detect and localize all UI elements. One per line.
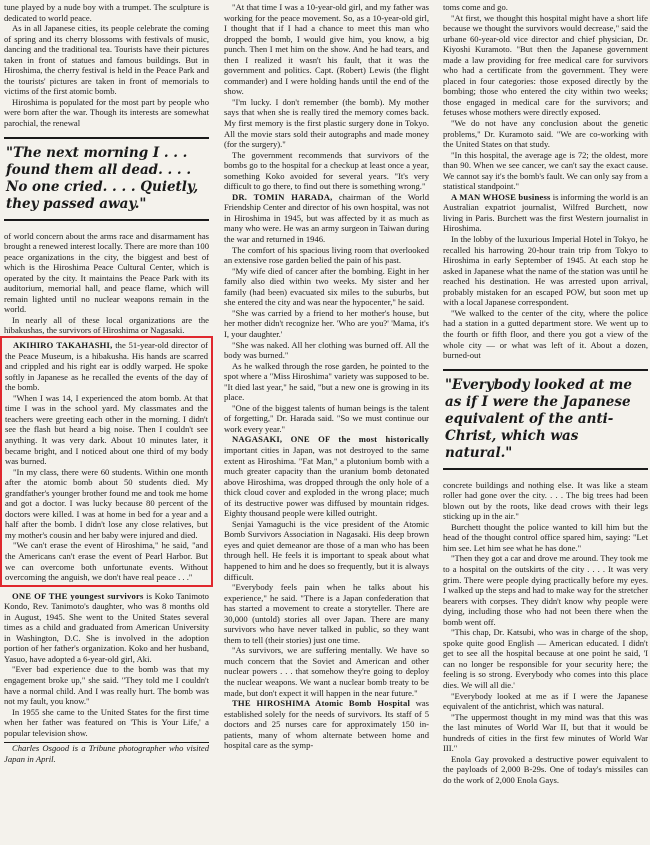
burchett-para-2: In the lobby of the luxurious Imperial Hotel in Tokyo, he recalled his harrowing 20-hour train trip from Tokyo to Hiroshima in early September of 1945. At each stop he asked in Japanese what the name of the station was until he reached his destination. He was arrested upon arrival, probably mistaken for an escaped POW, but soon met up with a local Japanese correspondent. <box>443 234 648 308</box>
col1-para-3: Hiroshima is populated for the most part by people who were born after the war. Though its interests are somewhat parochial, the renewal <box>4 96 209 129</box>
pullquote-next-morning: "The next morning I . . . found them all dead. . . . No one cried. . . . Quietly, they passed away." <box>4 137 209 221</box>
hospital-lead: THE HIROSHIMA Atomic Bomb Hospital <box>232 698 411 709</box>
column-1 <box>4 2 209 764</box>
takahashi-lead: AKIHIRO TAKAHASHI, <box>13 340 113 351</box>
harada-para-6: As he walked through the rose garden, he pointed to the spot where a "Miss Hiroshima" variety was supposed to be. "It died last year," he said, "but a new one is growing in its place. <box>224 360 429 403</box>
burchett-para-3: "We walked to the center of the city, where the police had a station in a gutted department store. We went up to the fourth or fifth floor, and there you got a view of the whole city — or what was left of it. About a dozen, burned-out <box>443 307 648 361</box>
nagasaki-para-1: important cities in Japan, was not destroyed to the same extent as Hiroshima. "Fat Man," a plutonium bomb with a much greater capacity than the uranium bomb detonated above Hiroshima, was dropped through the only hole of a thick cloud cover and exploded in the wrong place; much of its destructive power was diffused by mountain ridges. Eighty thousand people were killed outright. <box>224 444 429 519</box>
highlighted-takahashi-section <box>0 336 213 587</box>
col2-para-1: "At that time I was a 10-year-old girl, and my father was working for the peace movement. So, as a 10-year-old girl, I thought that if I had a chance to meet this man who dropped the bomb, I would give him, you know, a big punch. Then I met him on the show. And he had tears, and then I realized it wasn't his fault, that it was the government and politics. Capt. (Robert) Lewis (the flight commander) and I were holding hands until the end of the show. <box>224 2 429 97</box>
harada-para-4: "She was carried by a friend to her mother's house, but her mother didn't recognize her. 'Who are you?' 'Mama, it's I, your daughter.' <box>224 307 429 339</box>
column-2 <box>224 2 429 751</box>
col3-para-10: "The uppermost thought in my mind was that this was the last minutes of World War II, but that it would be hundreds of cities in the first few minutes of World War III." <box>443 711 648 754</box>
col3-para-2: "At first, we thought this hospital might have a short life because we thought the survivors would decrease," said the urbane 60-year-old vice director and chief physician, Dr. Kiyoshi Kuramoto. "But then the Japanese government made a law providing for free medical care for survivors who had a certificate from the government. They were placed in four categories: those exposed directly by the bombing; those who entered the city within two weeks; those engaged in medical care for the survivors; and fetuses whose mothers were directly exposed. <box>443 12 648 118</box>
youngest-lead: ONE OF THE youngest survivors <box>12 590 144 601</box>
col3-para-8: "This chap, Dr. Katsubi, who was in charge of the shop, spoke quite good English — American educated. I didn't get to see all the hospital because at one point he said, 'I can no longer be responsible for your security here; the feeling is so strong. Everybody who comes into this place dies. We will all die.' <box>443 627 648 690</box>
takahashi-para-1: the 51-year-old director of the Peace Museum, is a hibakusha. His hands are scarred and crippled and his right ear is oddly warped. He spoke softly in Japanese as he recalled the events of the day of the bomb. <box>5 340 208 393</box>
youngest-para-2: "Ever bad experience due to the bomb was that my engagement broke up," she said. "They told me I couldn't have a normal child. And I was really hurt. The bomb was not my fault, you know." <box>4 664 209 707</box>
col3-para-5: concrete buildings and nothing else. It was like a steam roller had gone over the city. . . . The big trees had been blown out by the roots, like dead crows with their legs sticking up in the air." <box>443 479 648 522</box>
col3-para-7: "Then they got a car and drove me around. They took me to a hospital on the outskirts of the city . . . . It was very grim. There were people dying practically before my eyes. I walked up the steps and had to make way for the stretcher bearers with corpses. They didn't know why people were dying, including those who had not been there when the bomb went off. <box>443 553 648 627</box>
nagasaki-para-3: "Everybody feels pain when he talks about his experience," he said. "There is a Japan confederation that has started a movement to create a storyteller. There are 30,000 (untold) stories all over Japan. There are many survivors who have never talked in public, so they want them to tell (their stories) just one time. <box>224 582 429 645</box>
column-3 <box>443 2 648 785</box>
takahashi-para-4: "We can't erase the event of Hiroshima," he said, "and the Americans can't erase the event of Pearl Harbor. But we can overcome both unfortunate events. Without overcoming the anguish, we don't have real peace . . ." <box>5 540 208 583</box>
col1-para-4: of world concern about the arms race and disarmament has brought a renewed interest locally. There are more than 100 peace organizations in the city, the biggest and best of which is the Hiroshima Peace Cultural Center, which is operated by the city. It maintains the Peace Park with its auditorium, memorial hall, and peace flame, which will remain lighted until no nuclear weapons remain in the world. <box>4 230 209 315</box>
col3-para-4: "In this hospital, the average age is 72; the oldest, more than 90. When we see cancer, we can't say the exact cause. We cannot say it's the bomb's fault. We can only say from a statistical standpoint." <box>443 149 648 192</box>
col3-para-9: "Everybody looked at me as if I were the Japanese equivalent of the antichrist, which was natural. <box>443 690 648 712</box>
youngest-para-3: In 1955 she came to the United States for the first time when her father was featured on 'This is Your Life,' a popular television show. <box>4 706 209 738</box>
photographer-caption: Charles Osgood is a Tribune photographer who visited Japan in April. <box>4 743 209 764</box>
takahashi-para-3: "In my class, there were 60 students. Within one month after the atomic bomb about 50 students died. My grandfather's younger brother found me and took me home and got a doctor. I was lucky because 80 percent of the doctors were killed. I was at home in bed for a year and a half after the bomb. I didn't lose any close relatives, but my mother's cousin and her baby were injured and died. <box>5 466 208 540</box>
harada-para-1: chairman of the World Friendship Center and director of his own hospital, was not in Hiroshima in 1945, but was affected by it as much as many who were. He was an army surgeon in Taiwan during the war and returned in 1946. <box>224 191 429 245</box>
nagasaki-para-2: Senjai Yamaguchi is the vice president of the Atomic Bomb Survivors Association in Nagasaki. His deep brown eyes and quiet demeanor are those of a man who has been through hell. He feels it is important to speak about what happened to him and he does so frequently, but it is always difficult. <box>224 518 429 582</box>
col2-para-3: The government recommends that survivors of the bombs go to the hospital for a checkup at least once a year, something Koko avoided for several years. "It's very difficult to go there, to find out there is something wrong." <box>224 149 429 192</box>
harada-para-2: The comfort of his spacious living room that overlooked an extensive rose garden belied the pain of his past. <box>224 244 429 266</box>
col3-para-3: "We do not have any conclusion about the genetic problems," Dr. Kuramoto said. "We are co-working with the United States on that study. <box>443 118 648 150</box>
nagasaki-para-4: "As survivors, we are suffering mentally. We have so much concern that the Soviet and American and other nuclear powers . . . that somehow they're going to deploy the nuclear weapons. We want a nuclear bomb treaty to be made, but don't expect it will happen in the near future." <box>224 645 429 698</box>
col1-para-5: In nearly all of these local organizations are the hibakushas, the survivors of Hiroshima or Nagasaki. <box>4 314 209 336</box>
col1-para-2: As in all Japanese cities, its people celebrate the coming of spring and its cherry blossoms with festivals of music, dancing and the traditional tea. Tourists have their pictures taken in front of statues and famous buildings. But in Hiroshima, the cherry festival is held in the Peace Park and the tourists' pictures are taken in front of memorials to victims of the first atomic bomb. <box>4 23 209 97</box>
youngest-para-1: is Koko Tanimoto Kondo, Rev. Tanimoto's daughter, who was 8 months old in August, 1945. She went to the United States several times as a child and graduated from American University in Washington, D.C. She is involved in the adoption portion of her father's organization. Koko and her husband, Yasuo, have adopted a 6-year-old girl, Aki. <box>4 590 209 664</box>
harada-para-3: "My wife died of cancer after the bombing. Eight in her family also died within two weeks. My sister and her family (had been) evacuated six miles to the suburbs, but she entered the city and was near the hypocenter," he said. <box>224 265 429 308</box>
harada-lead: DR. TOMIN HARADA, <box>232 191 333 202</box>
col3-para-11: Enola Gay provoked a destructive power equivalent to the payloads of 2,000 B-29s. One of today's missiles can do the work of 2,000 Enola Gays. <box>443 753 648 785</box>
col3-para-6: Burchett thought the police wanted to kill him but the head of the thought control office spared him, saying: "Let him see. Let him see what he has done." <box>443 521 648 553</box>
burchett-lead: A MAN WHOSE business <box>451 191 551 202</box>
hospital-para-1: was established solely for the needs of survivors. Its staff of 5 doctors and 25 nurses care for approximately 150 in-patients, many of whom alternate between home and hospital care as the symp- <box>224 698 429 751</box>
nagasaki-lead: NAGASAKI, ONE OF the most historically <box>232 434 429 445</box>
col2-para-2: "I'm lucky. I don't remember (the bomb). My mother says that when she is really tired the memory comes back. My first memory is the first plastic surgery done in Tokyo. All the movie stars sold their autographs and made money (for the surgery)." <box>224 96 429 150</box>
pullquote-anti-christ: "Everybody looked at me as if I were the Japanese equivalent of the anti-Christ, which was natural." <box>443 369 648 470</box>
col3-para-1: toms come and go. <box>443 2 508 12</box>
col1-para-1: tune played by a nude boy with a trumpet. The sculpture is dedicated to world peace. <box>4 2 209 23</box>
harada-para-5: "She was naked. All her clothing was burned off. All the body was burned." <box>224 339 429 361</box>
burchett-para-1: is informing the world is an Australian expatriot journalist, Wilfred Burchett, now living in Paris. Burchett was the first Western journalist in Hiroshima. <box>443 191 649 234</box>
harada-para-7: "One of the biggest talents of human beings is the talent of forgetting," Dr. Harada said. "So we must continue our work every year." <box>224 402 429 434</box>
takahashi-para-2: "When I was 14, I experienced the atom bomb. At that time I was in the school yard. My classmates and the teachers were greeting each other in the morning. I didn't see the flash but heard a big noise. Then I couldn't see anything. It was very dark. About 10 minutes later, it became bright, and I noticed about one third of my body was burned. <box>5 392 208 467</box>
